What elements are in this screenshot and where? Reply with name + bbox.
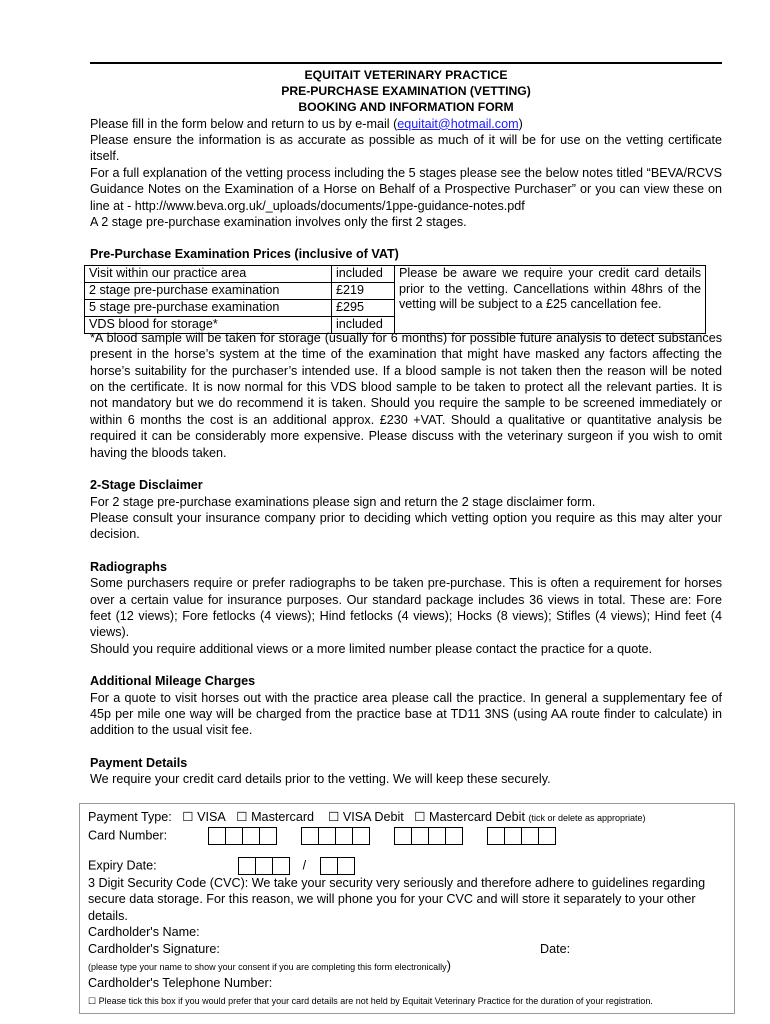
payment-box bbox=[79, 803, 735, 1014]
mileage-text: For a quote to visit horses out with the practice area please call the practice. In general a supplementary fee of 45p per mile one way will be charged from the practice base at TD11 3NS (using AA route finder to calculate) in addition to the usual visit fee. bbox=[90, 690, 722, 738]
form-title-line3: BOOKING AND INFORMATION FORM bbox=[298, 100, 514, 115]
card-digits-group-2[interactable] bbox=[301, 827, 369, 845]
prices-note: Please be aware we require your credit card details prior to the vetting. Cancellations within 48hrs of the vetting will be subject to a £25 cancellation fee. bbox=[395, 266, 706, 334]
option-visa[interactable]: ☐ VISA bbox=[182, 810, 226, 824]
mileage-heading: Additional Mileage Charges bbox=[90, 674, 256, 689]
email-link[interactable]: equitait@hotmail.com bbox=[397, 116, 519, 131]
consent-note: (please type your name to show your consent if you are completing this form electronically bbox=[88, 961, 447, 972]
prices-table bbox=[84, 265, 706, 334]
consent-note-row: (please type your name to show your consent if you are completing this form electronically) bbox=[88, 958, 451, 973]
card-digits-group-3[interactable] bbox=[394, 827, 462, 845]
form-page bbox=[90, 62, 722, 788]
price-item: VDS blood for storage* bbox=[85, 317, 332, 334]
card-digits-group-1[interactable] bbox=[208, 827, 276, 845]
table-row bbox=[85, 266, 706, 283]
phone-label[interactable]: Cardholder's Telephone Number: bbox=[88, 976, 273, 991]
price-value: £295 bbox=[332, 300, 395, 317]
form-title-line2: PRE-PURCHASE EXAMINATION (VETTING) bbox=[281, 84, 531, 99]
price-value: included bbox=[332, 317, 395, 334]
card-number-label: Card Number: bbox=[88, 827, 168, 842]
expiry-month[interactable] bbox=[238, 857, 289, 875]
disclaimer-heading: 2-Stage Disclaimer bbox=[90, 478, 203, 493]
price-item: 5 stage pre-purchase examination bbox=[85, 300, 332, 317]
payment-type-label: Payment Type: bbox=[88, 810, 172, 824]
expiry-year[interactable] bbox=[320, 857, 354, 875]
option-visa-debit[interactable]: ☐ VISA Debit bbox=[328, 810, 404, 824]
disclaimer-line1: For 2 stage pre-purchase examinations please sign and return the 2 stage disclaimer form. bbox=[90, 494, 596, 509]
expiry-label: Expiry Date: bbox=[88, 857, 157, 872]
intro-two-stage: A 2 stage pre-purchase examination involves only the first 2 stages. bbox=[90, 215, 467, 230]
payment-type-row bbox=[88, 809, 726, 827]
form-title-line1: EQUITAIT VETERINARY PRACTICE bbox=[304, 68, 508, 82]
intro-explanation: For a full explanation of the vetting process including the 5 stages please see the below notes titled “BEVA/RCVS Guidance Notes on the Examination of a Horse on Behalf of a Prospective Purchaser” or you can view these on line at - http://www.beva.org.uk/_uploads/documents/1ppe-guidance-notes.pdf bbox=[90, 165, 722, 213]
price-value: £219 bbox=[332, 283, 395, 300]
date-label[interactable]: Date: bbox=[540, 941, 571, 956]
blood-note: *A blood sample will be taken for storage (usually for 6 months) for possible future analysis to detect substances present in the horse’s system at the time of the examination that might have masked any factors affecting the horse’s suitability for the purchaser’s intended use. If a blood sample is not taken then the reason will be noted on the certificate. It is now normal for this VDS blood sample to be taken to protect all the relevant parties. It is not mandatory but we do recommend it is taken. Should you require the sample to be screened immediately or within 6 months the cost is an additional approx. £230 +VAT. Should a qualitative or quantitative analysis be required it can be considerably more expensive. Please discuss with the veterinary surgeon if you wish to omit having the bloods taken. bbox=[90, 330, 722, 460]
payment-text: We require your credit card details prior to the vetting. We will keep these securely. bbox=[90, 772, 551, 787]
intro-accuracy: Please ensure the information is as accurate as possible as much of it will be for use on the vetting certificate itself. bbox=[90, 133, 722, 164]
radiographs-text: Some purchasers require or prefer radiographs to be taken pre-purchase. This is often a requirement for horses over a certain value for insurance purposes. Our standard package includes 36 views in total. These are: Fore feet (12 views); Fore fetlocks (4 views); Hind fetlocks (4 views); Hocks (8 views); Stifles (4 views); Hind feet (4 views). bbox=[90, 576, 722, 640]
price-item: 2 stage pre-purchase examination bbox=[85, 283, 332, 300]
disclaimer-line2: Please consult your insurance company prior to deciding which vetting option you require as this may alter your decision. bbox=[90, 510, 722, 542]
expiry-row bbox=[88, 857, 726, 875]
option-mastercard-debit[interactable]: ☐ Mastercard Debit bbox=[414, 810, 525, 824]
intro-fill: Please fill in the form below and return to us by e-mail (equitait@hotmail.com) bbox=[90, 116, 523, 131]
cvc-text: 3 Digit Security Code (CVC): We take your security very seriously and therefore adhere to guidelines regarding secure data storage. For this reason, we will phone you for your CVC and will store it separately to your other details. bbox=[88, 875, 706, 923]
radiographs-heading: Radiographs bbox=[90, 559, 167, 574]
signature-row bbox=[88, 941, 726, 958]
card-digits-group-4[interactable] bbox=[487, 827, 555, 845]
cardholder-name-label[interactable]: Cardholder's Name: bbox=[88, 925, 200, 940]
expiry-separator: / bbox=[302, 857, 307, 872]
prices-heading: Pre-Purchase Examination Prices (inclusive of VAT) bbox=[90, 247, 399, 262]
radiographs-quote: Should you require additional views or a more limited number please contact the practice for a quote. bbox=[90, 641, 653, 656]
price-item: Visit within our practice area bbox=[85, 266, 332, 283]
signature-label[interactable]: Cardholder's Signature: bbox=[88, 941, 220, 956]
price-value: included bbox=[332, 266, 395, 283]
payment-type-note: (tick or delete as appropriate) bbox=[528, 813, 646, 823]
tick-note[interactable]: ☐ Please tick this box if you would prefer that your card details are not held by Equitait Veterinary Practice for the duration of your registration. bbox=[88, 995, 653, 1006]
card-number-row bbox=[88, 827, 726, 845]
payment-heading: Payment Details bbox=[90, 755, 188, 770]
option-mastercard[interactable]: ☐ Mastercard bbox=[236, 810, 315, 824]
top-divider bbox=[90, 62, 722, 64]
tick-note-row bbox=[88, 992, 726, 1010]
